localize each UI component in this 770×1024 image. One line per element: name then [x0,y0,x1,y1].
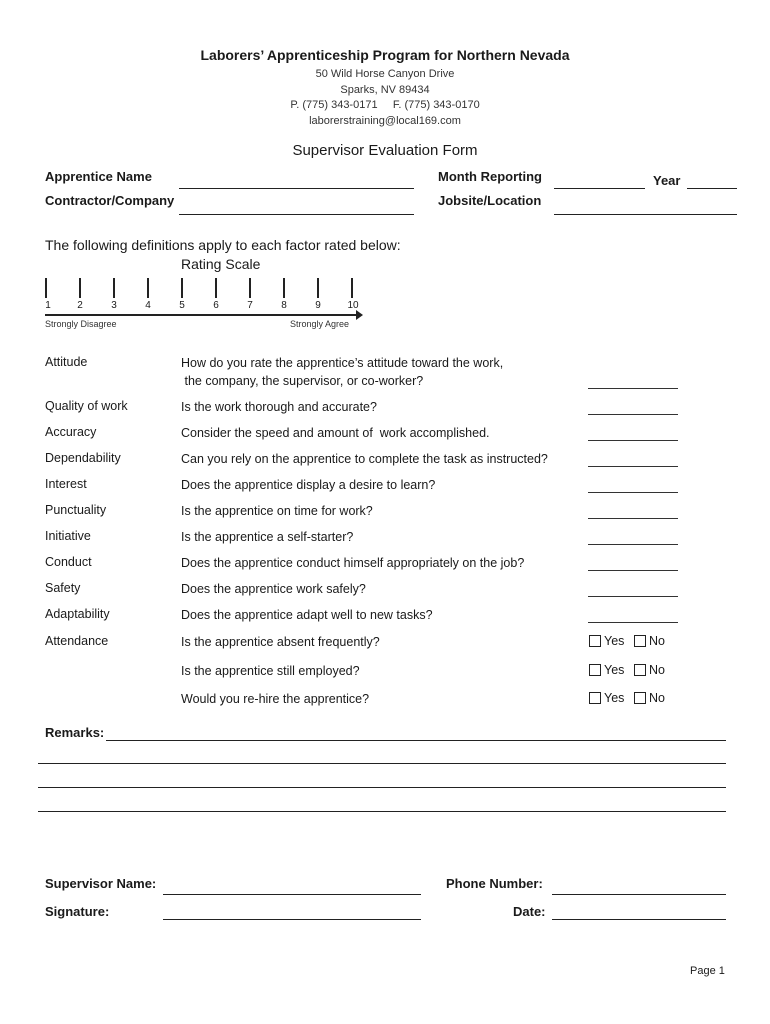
question-punctuality: Is the apprentice on time for work? [181,504,373,518]
year-label: Year [653,173,681,188]
question-interest: Does the apprentice display a desire to learn? [181,478,436,492]
factor-dependability: Dependability [45,451,121,465]
scale-number: 10 [347,300,359,311]
rating-field-safety[interactable] [588,596,678,597]
question-initiative: Is the apprentice a self-starter? [181,530,354,544]
question-dependability: Can you rely on the apprentice to complete the task as instructed? [181,452,548,466]
question-absent-frequently: Is the apprentice absent frequently? [181,635,380,649]
factor-conduct: Conduct [45,555,92,569]
scale-low-label: Strongly Disagree [45,319,117,329]
factor-accuracy: Accuracy [45,425,97,439]
checkbox-icon [634,692,646,704]
scale-tick [249,278,251,298]
jobsite-location-label: Jobsite/Location [438,193,542,208]
definitions-intro: The following definitions apply to each factor rated below: [45,237,401,253]
remarks-line-2[interactable] [38,763,726,764]
checkbox-icon [589,692,601,704]
question-rehire: Would you re-hire the apprentice? [181,692,370,706]
month-reporting-label: Month Reporting [438,169,542,184]
no-label: No [649,634,665,648]
no-label: No [649,691,665,705]
rating-scale-axis [45,314,360,316]
scale-number: 6 [213,300,219,311]
factor-quality-of-work: Quality of work [45,399,128,413]
contractor-company-label: Contractor/Company [45,193,175,208]
checkbox-icon [634,635,646,647]
phone-number-field[interactable] [552,894,726,895]
factor-attendance: Attendance [45,634,109,648]
scale-tick [79,278,81,298]
phone-number-label: Phone Number: [446,876,543,891]
scale-tick [215,278,217,298]
yes-label: Yes [604,663,625,677]
factor-interest: Interest [45,477,87,491]
checkbox-icon [634,664,646,676]
supervisor-name-field[interactable] [163,894,421,895]
yes-checkbox-employed[interactable] [589,663,624,677]
question-attitude-line2: the company, the supervisor, or co-worker? [181,374,424,388]
rating-field-quality-of-work[interactable] [588,414,678,415]
rating-scale-arrow [356,310,363,320]
checkbox-icon [589,635,601,647]
signature-label: Signature: [45,904,110,919]
page-number: Page 1 [690,965,725,977]
scale-tick [113,278,115,298]
no-label: No [649,663,665,677]
scale-tick [351,278,353,298]
contractor-company-field[interactable] [179,214,414,215]
apprentice-name-field[interactable] [179,188,414,189]
rating-field-adaptability[interactable] [588,622,678,623]
rating-field-conduct[interactable] [588,570,678,571]
scale-tick [283,278,285,298]
factor-attitude: Attitude [45,355,88,369]
question-accuracy: Consider the speed and amount of work accomplished. [181,426,490,440]
apprentice-name-label: Apprentice Name [45,169,152,184]
scale-number: 5 [179,300,185,311]
scale-high-label: Strongly Agree [290,319,350,329]
yes-label: Yes [604,634,625,648]
phone-fax: P. (775) 343-0171 F. (775) 343-0170 [290,99,480,111]
factor-punctuality: Punctuality [45,503,107,517]
rating-scale-title: Rating Scale [181,256,261,272]
rating-field-initiative[interactable] [588,544,678,545]
question-quality-of-work: Is the work thorough and accurate? [181,400,377,414]
date-field[interactable] [552,919,726,920]
yes-checkbox-rehire[interactable] [589,691,624,705]
rating-field-attitude[interactable] [588,388,678,389]
email: laborerstraining@local169.com [309,115,461,127]
scale-tick [317,278,319,298]
no-checkbox-employed[interactable] [634,663,665,677]
rating-field-dependability[interactable] [588,466,678,467]
scale-tick [45,278,47,298]
factor-initiative: Initiative [45,529,91,543]
question-adaptability: Does the apprentice adapt well to new tasks? [181,608,433,622]
checkbox-icon [589,664,601,676]
yes-label: Yes [604,691,625,705]
remarks-line-3[interactable] [38,787,726,788]
factor-adaptability: Adaptability [45,607,110,621]
rating-field-accuracy[interactable] [588,440,678,441]
no-checkbox-absent[interactable] [634,634,665,648]
scale-tick [181,278,183,298]
scale-number: 4 [145,300,151,311]
rating-field-punctuality[interactable] [588,518,678,519]
scale-number: 8 [281,300,287,311]
factor-safety: Safety [45,581,81,595]
month-reporting-field[interactable] [554,188,645,189]
year-field[interactable] [687,188,737,189]
scale-number: 1 [45,300,51,311]
address-line-2: Sparks, NV 89434 [340,84,430,96]
question-attitude: How do you rate the apprentice’s attitude toward the work, [181,356,504,370]
signature-field[interactable] [163,919,421,920]
organization-name: Laborers’ Apprenticeship Program for Northern Nevada [200,47,570,63]
scale-tick [147,278,149,298]
scale-number: 2 [77,300,83,311]
question-still-employed: Is the apprentice still employed? [181,664,360,678]
scale-number: 9 [315,300,321,311]
address-line-1: 50 Wild Horse Canyon Drive [315,68,455,80]
yes-checkbox-absent[interactable] [589,634,624,648]
no-checkbox-rehire[interactable] [634,691,665,705]
jobsite-location-field[interactable] [554,214,737,215]
question-safety: Does the apprentice work safely? [181,582,366,596]
supervisor-name-label: Supervisor Name: [45,876,157,891]
scale-number: 3 [111,300,117,311]
remarks-line-1[interactable] [106,740,726,741]
remarks-line-4[interactable] [38,811,726,812]
form-title: Supervisor Evaluation Form [292,142,478,159]
question-conduct: Does the apprentice conduct himself appropriately on the job? [181,556,525,570]
date-label: Date: [513,904,546,919]
rating-field-interest[interactable] [588,492,678,493]
remarks-label: Remarks: [45,725,105,740]
scale-number: 7 [247,300,253,311]
